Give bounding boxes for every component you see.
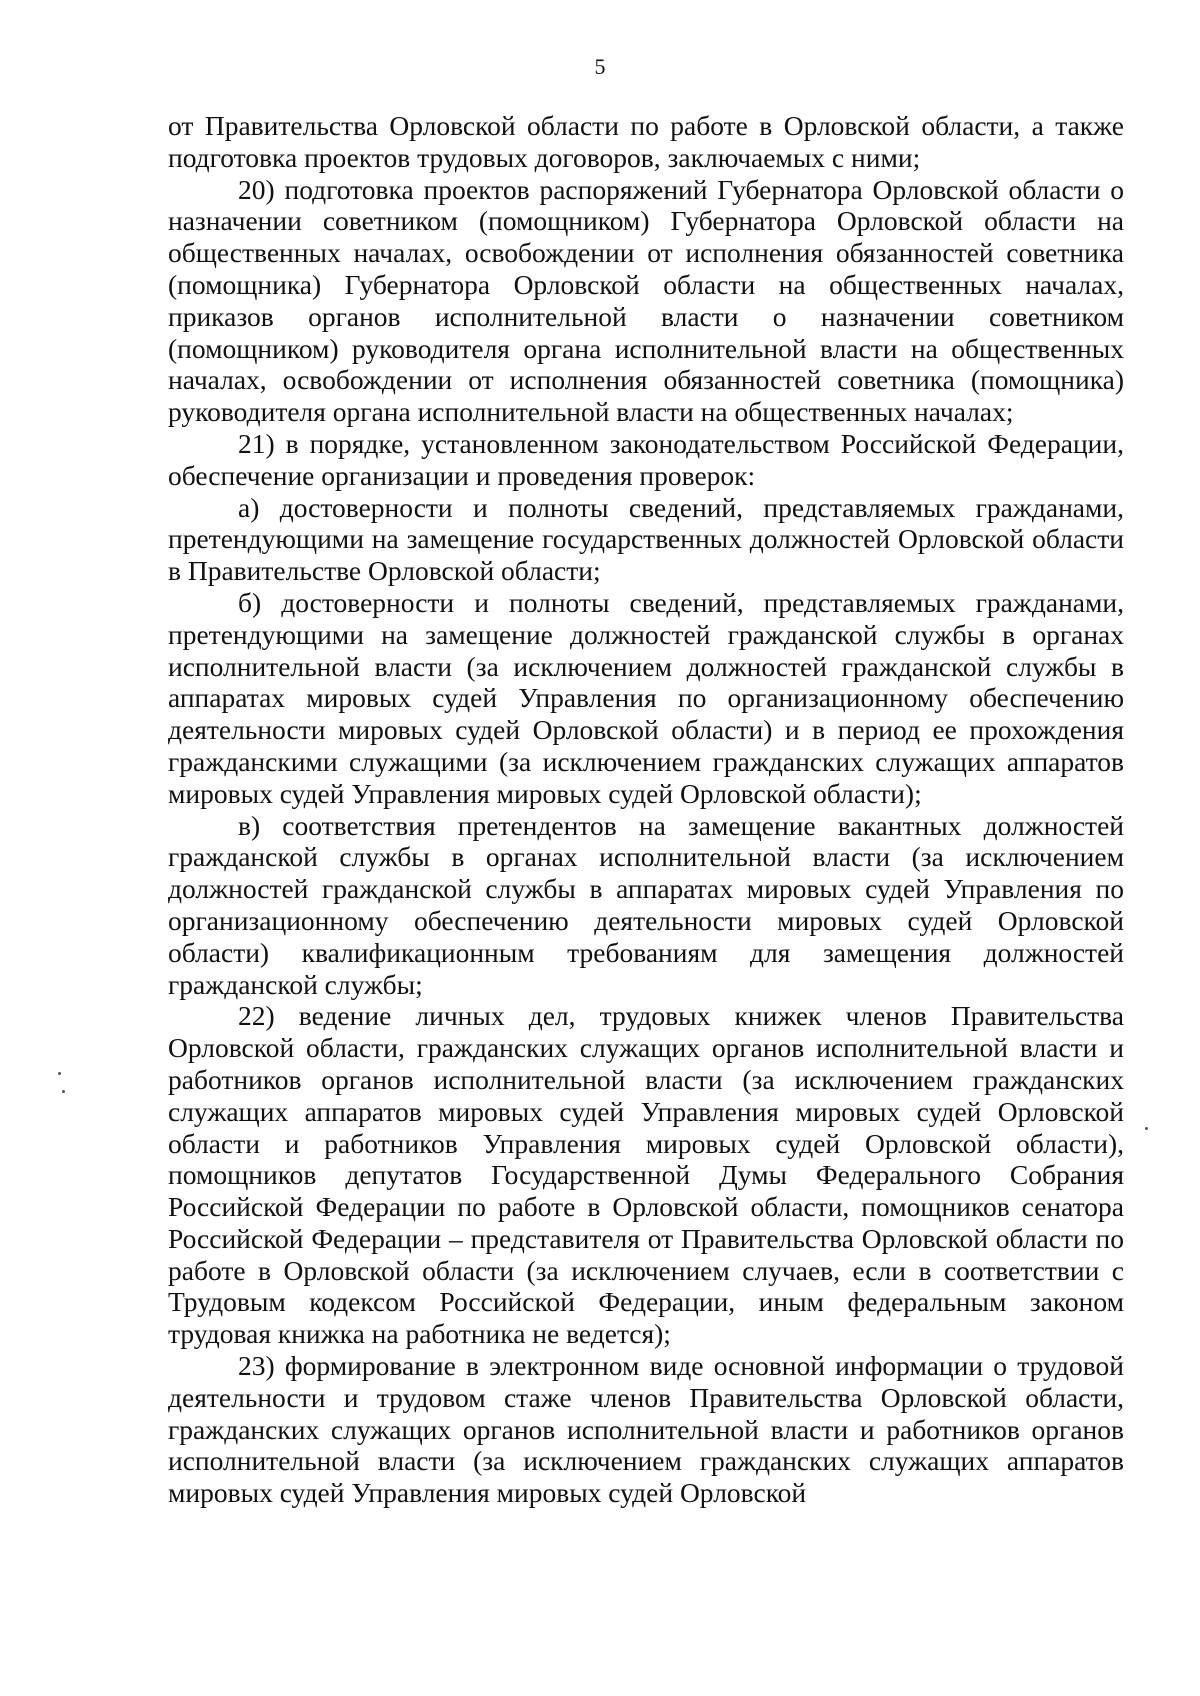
paragraph-item-21-v: в) соответствия претендентов на замещение вакантных должностей гражданской службы в органах исполнительной власти (за исключением должностей гражданской службы в аппаратах мировых судей Управления по организационному обеспечению деятельности мировых судей Орловской области) квалификационным требованиям для замещения должностей гражданской службы;	[168, 809, 1124, 1000]
paragraph-continuation: от Правительства Орловской области по работе в Орловской области, а также подготовка проектов трудовых договоров, заключаемых с ними;	[168, 110, 1124, 173]
paragraph-item-21-b: б) достоверности и полноты сведений, представляемых гражданами, претендующими на замещение должностей гражданской службы в органах исполнительной власти (за исключением должностей гражданской службы в аппаратах мировых судей Управления по организационному обеспечению деятельности мировых судей Орловской области) и в период ее прохождения гражданскими служащими (за исключением гражданских служащих аппаратов мировых судей Управления мировых судей Орловской области);	[168, 586, 1124, 809]
scan-speck	[1145, 1127, 1148, 1130]
scan-speck	[58, 1072, 61, 1075]
paragraph-item-22: 22) ведение личных дел, трудовых книжек членов Правительства Орловской области, гражданских служащих органов исполнительной власти и работников органов исполнительной власти (за исключением гражданских служащих аппаратов мировых судей Управления мировых судей Орловской области и работников Управления мировых судей Орловской области), помощников депутатов Государственной Думы Федерального Собрания Российской Федерации по работе в Орловской области, помощников сенатора Российской Федерации – представителя от Правительства Орловской области по работе в Орловской области (за исключением случаев, если в соответствии с Трудовым кодексом Российской Федерации, иным федеральным законом трудовая книжка на работника не ведется);	[168, 1000, 1124, 1350]
scan-speck	[62, 1090, 65, 1093]
paragraph-item-20: 20) подготовка проектов распоряжений Губернатора Орловской области о назначении советником (помощником) Губернатора Орловской области на общественных началах, освобождении от исполнения обязанностей советника (помощника) Губернатора Орловской области на общественных началах, приказов органов исполнительной власти о назначении советником (помощником) руководителя органа исполнительной власти на общественных началах, освобождении от исполнения обязанностей советника (помощника) руководителя органа исполнительной власти на общественных началах;	[168, 173, 1124, 428]
page-number: 5	[594, 54, 606, 79]
document-body	[168, 110, 1124, 1509]
paragraph-item-21-a: а) достоверности и полноты сведений, представляемых гражданами, претендующими на замещение государственных должностей Орловской области в Правительстве Орловской области;	[168, 491, 1124, 587]
paragraph-item-23: 23) формирование в электронном виде основной информации о трудовой деятельности и трудовом стаже членов Правительства Орловской области, гражданских служащих органов исполнительной власти и работников органов исполнительной власти (за исключением гражданских служащих аппаратов мировых судей Управления мировых судей Орловской	[168, 1350, 1124, 1509]
paragraph-item-21: 21) в порядке, установленном законодательством Российской Федерации, обеспечение организации и проведения проверок:	[168, 427, 1124, 491]
